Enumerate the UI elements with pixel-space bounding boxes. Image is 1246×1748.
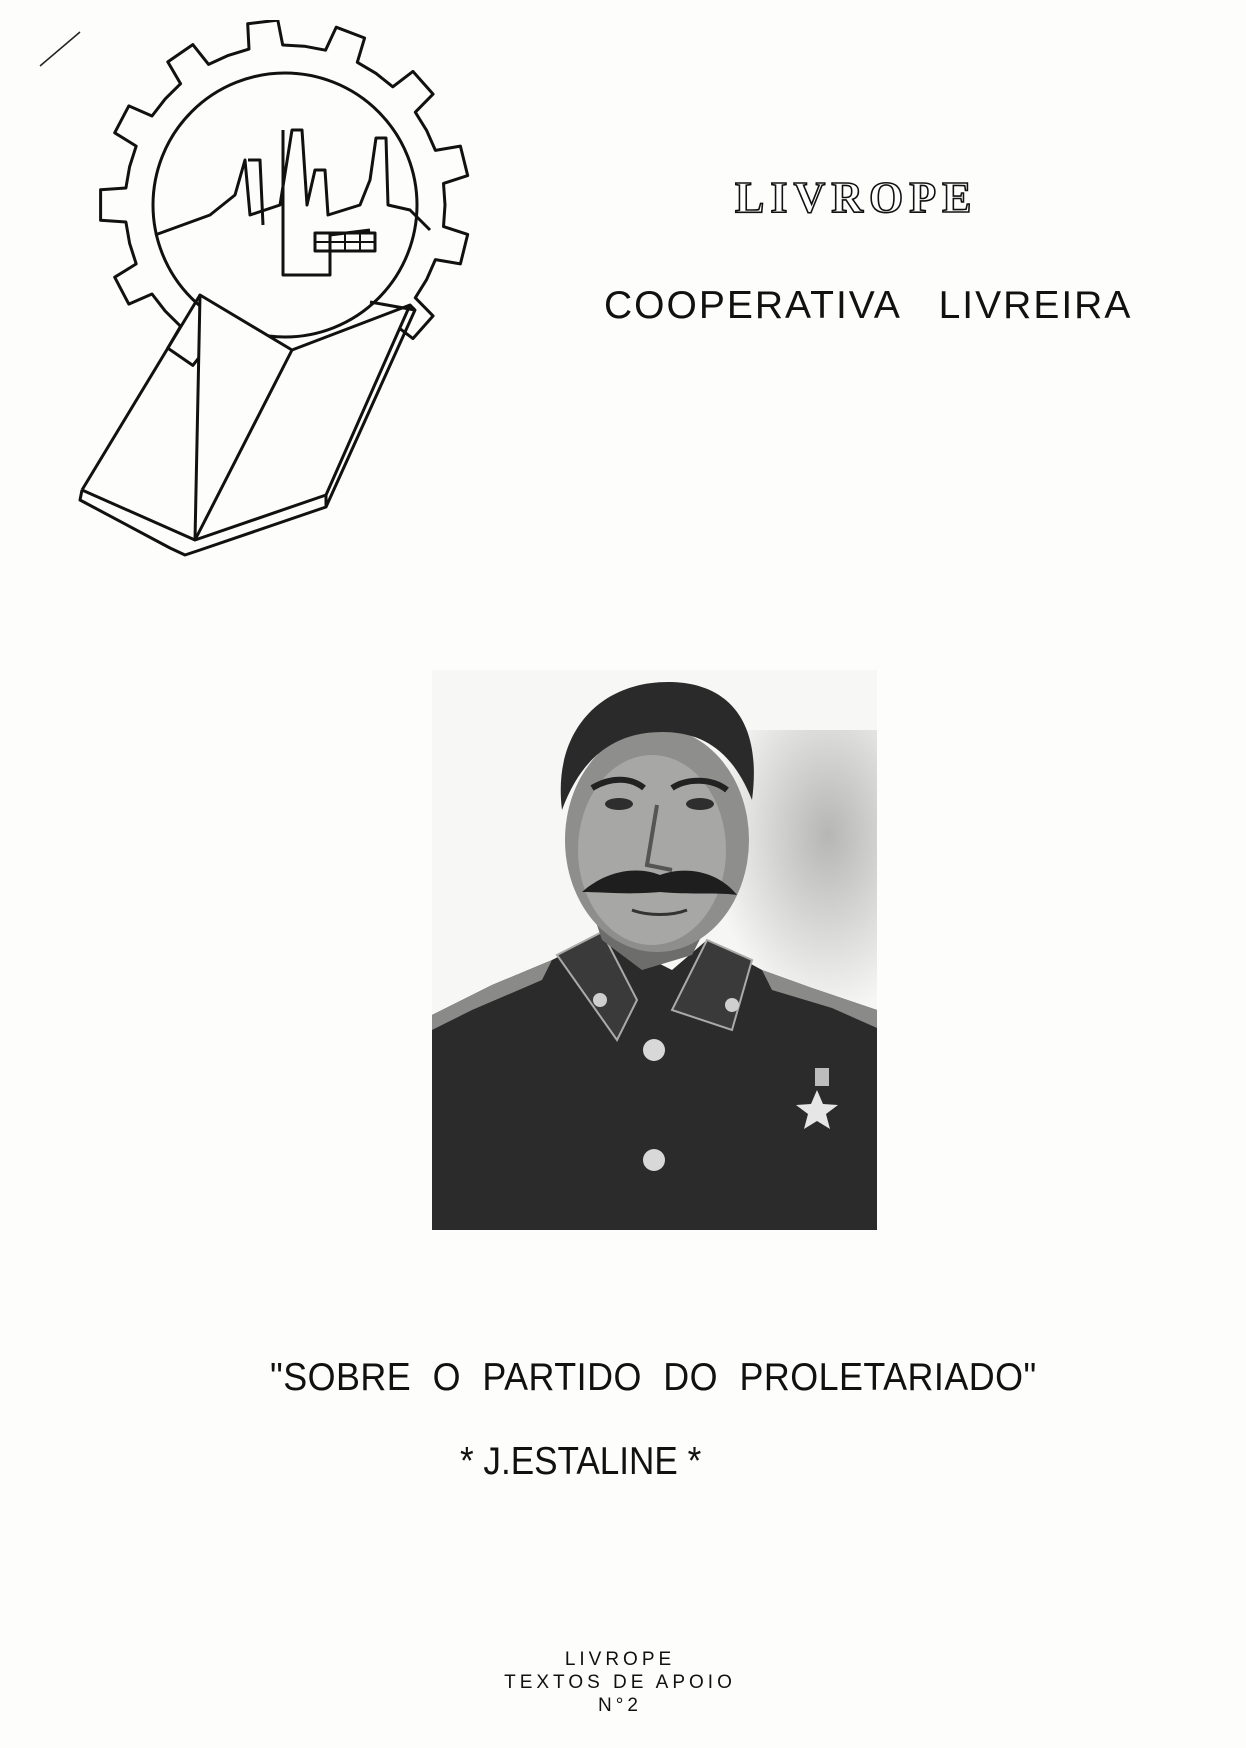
gear-factory-book-logo-icon	[70, 20, 490, 560]
work-author: * J.ESTALINE *	[460, 1440, 702, 1483]
publisher-subtitle: COOPERATIVA LIVREIRA	[604, 284, 1133, 327]
footer-series: TEXTOS DE APOIO	[504, 1672, 736, 1693]
footer-publisher: LIVROPE	[564, 1649, 676, 1670]
footer-number: N°2	[598, 1695, 642, 1716]
series-footer	[450, 1648, 790, 1717]
work-title: "SOBRE O PARTIDO DO PROLETARIADO"	[270, 1356, 1037, 1399]
portrait-photo-icon	[432, 670, 877, 1230]
publisher-name: LIVROPE	[735, 173, 978, 222]
